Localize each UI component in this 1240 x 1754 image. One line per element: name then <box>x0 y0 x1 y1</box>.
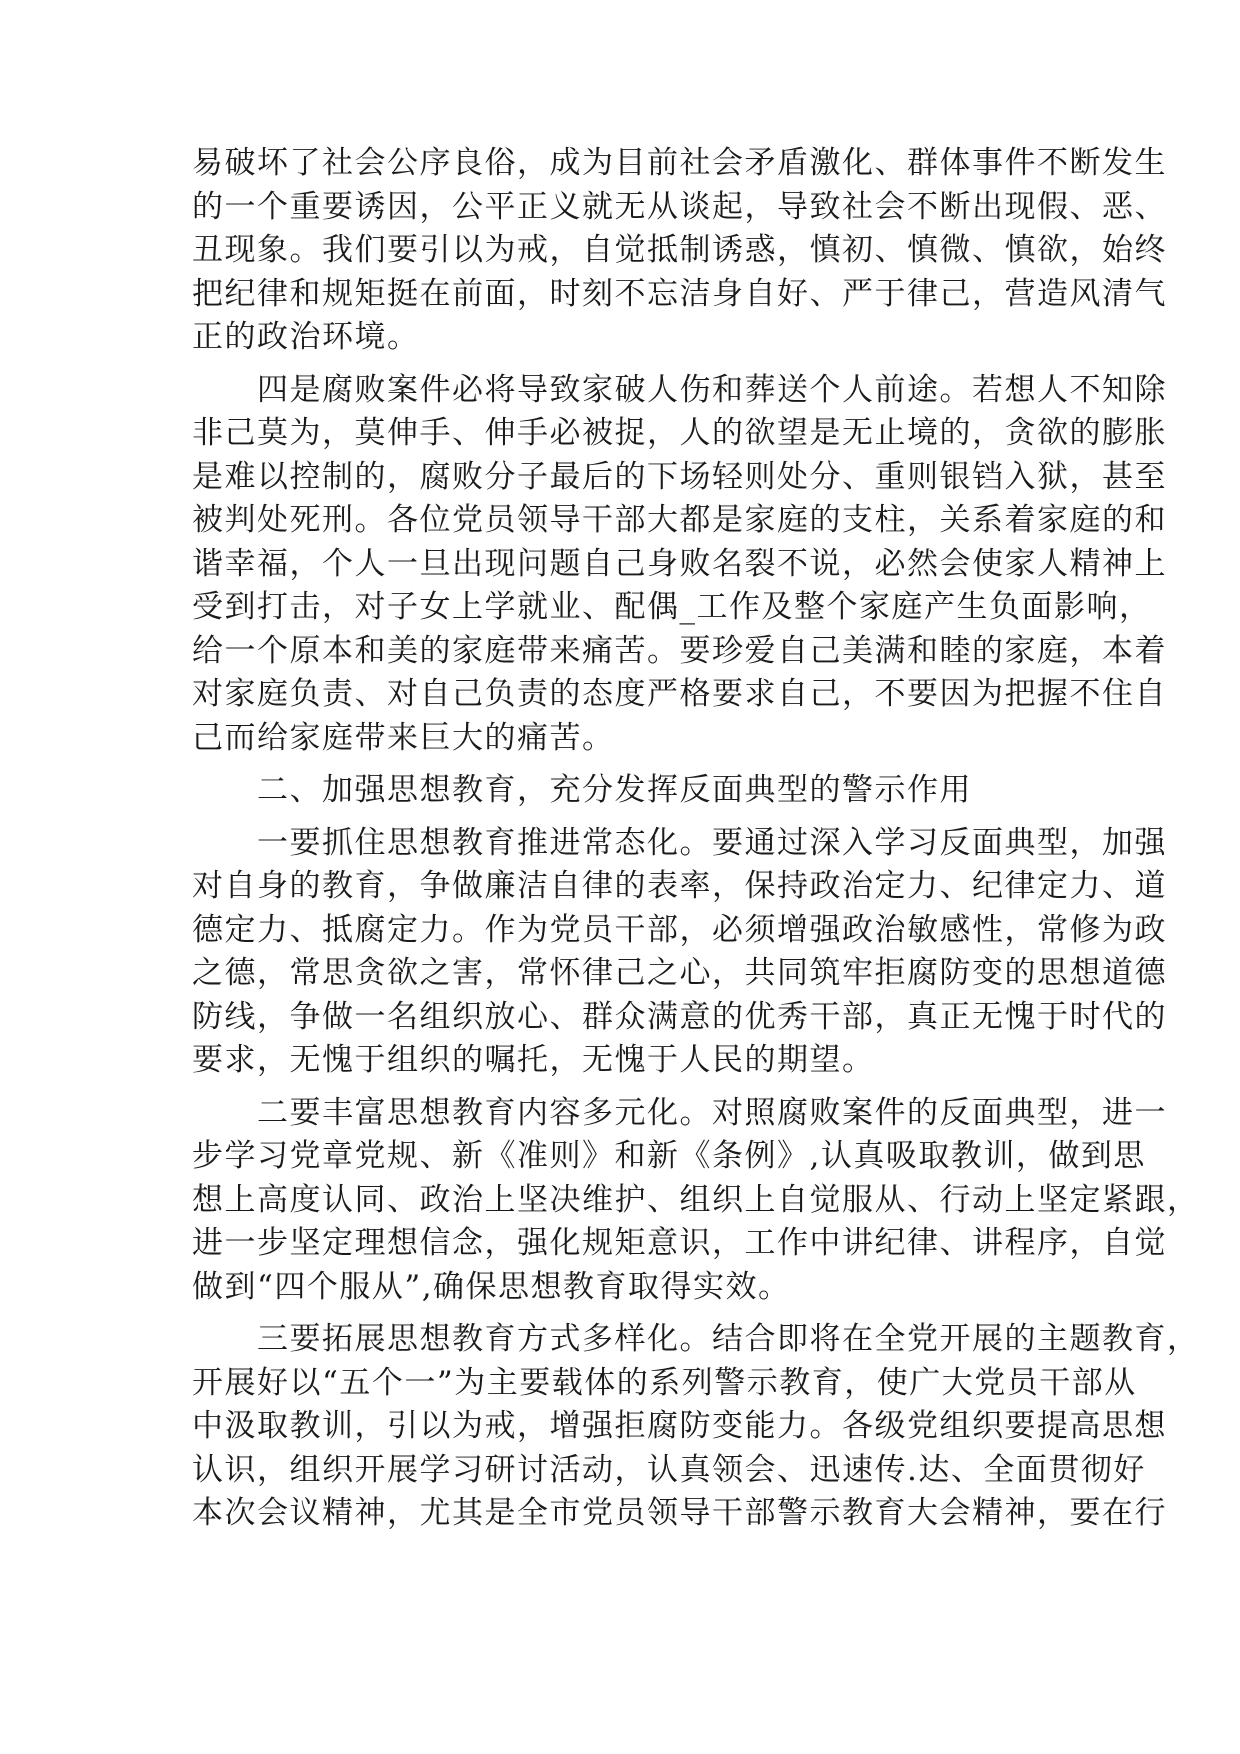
text-line: 被判处死刑。各位党员领导干部大都是家庭的支柱，关系着家庭的和 <box>192 502 1167 538</box>
text-line: 防线，争做一名组织放心、群众满意的优秀干部，真正无愧于时代的 <box>192 998 1167 1035</box>
heading-line: 二、加强思想教育，充分发挥反面典型的警示作用 <box>192 772 972 808</box>
paragraph-1 <box>192 142 1167 360</box>
text-line: 丑现象。我们要引以为戒，自觉抵制诱惑，慎初、慎微、慎欲，始终 <box>192 232 1167 268</box>
document-page <box>192 142 1200 1545</box>
text-line: 受到打击，对子女上学就业、配偶_工作及整个家庭产生负面影响， <box>192 589 1152 625</box>
text-line: 的一个重要诱因，公平正义就无从谈起，导致社会不断出现假、恶、 <box>192 188 1167 225</box>
text-line: 谐幸福，个人一旦出现问题自己身败名裂不说，必然会使家人精神上 <box>192 545 1167 582</box>
paragraph-4 <box>192 822 1167 1083</box>
text-line: 给一个原本和美的家庭带来痛苦。要珍爱自己美满和睦的家庭，本着 <box>192 632 1167 669</box>
text-line: 德定力、抵腐定力。作为党员干部，必须增强政治敏感性，常修为政 <box>192 911 1167 948</box>
paragraph-2 <box>192 369 1167 761</box>
text-line: 己而给家庭带来巨大的痛苦。 <box>192 719 615 756</box>
text-line: 本次会议精神，尤其是全市党员领导干部警示教育大会精神，要在行 <box>192 1495 1167 1531</box>
text-line: 认识，组织开展学习研讨活动，认真领会、迅速传.达、全面贯彻好 <box>192 1451 1146 1488</box>
paragraph-6 <box>192 1318 1200 1536</box>
text-line: 要求，无愧于组织的嘱托，无愧于人民的期望。 <box>192 1042 875 1078</box>
text-line: 是难以控制的，腐败分子最后的下场轻则处分、重则银铛入狱，甚至 <box>192 458 1167 495</box>
text-line: 二要丰富思想教育内容多元化。对照腐败案件的反面典型，进一 <box>192 1094 1167 1131</box>
text-line: 步学习党章党规、新《准则》和新《条例》,认真吸取教训，做到思 <box>192 1138 1146 1174</box>
text-line: 把纪律和规矩挺在前面，时刻不忘洁身自好、严于律己，营造风清气 <box>192 275 1167 312</box>
text-line: 易破坏了社会公序良俗，成为目前社会矛盾激化、群体事件不断发生 <box>192 145 1167 181</box>
text-line: 进一步坚定理想信念，强化规矩意识，工作中讲纪律、讲程序，自觉 <box>192 1225 1167 1261</box>
text-line: 一要抓住思想教育推进常态化。要通过深入学习反面典型，加强 <box>192 824 1167 861</box>
text-line: 开展好以“五个一”为主要载体的系列警示教育，使广大党员干部从 <box>192 1364 1137 1401</box>
text-line: 非己莫为，莫伸手、伸手必被捉，人的欲望是无止境的，贪欲的膨胀 <box>192 415 1167 451</box>
paragraph-5 <box>192 1092 1200 1310</box>
section-heading <box>192 769 1054 813</box>
text-line: 三要拓展思想教育方式多样化。结合即将在全党开展的主题教育， <box>192 1321 1200 1357</box>
text-line: 对自身的教育，争做廉洁自律的表率，保持政治定力、纪律定力、道 <box>192 868 1167 904</box>
text-line: 想上高度认同、政治上坚决维护、组织上自觉服从、行动上坚定紧跟， <box>192 1181 1200 1218</box>
text-line: 四是腐败案件必将导致家破人伤和葬送个人前途。若想人不知除 <box>192 371 1167 408</box>
text-line: 之德，常思贪欲之害，常怀律己之心，共同筑牢拒腐防变的思想道德 <box>192 955 1167 991</box>
text-line: 中汲取教训，引以为戒，增强拒腐防变能力。各级党组织要提高思想 <box>192 1408 1167 1444</box>
text-line: 对家庭负责、对自己负责的态度严格要求自己，不要因为把握不住自 <box>192 676 1167 712</box>
text-line: 正的政治环境。 <box>192 319 420 355</box>
text-line: 做到“四个服从”,确保思想教育取得实效。 <box>192 1268 791 1305</box>
